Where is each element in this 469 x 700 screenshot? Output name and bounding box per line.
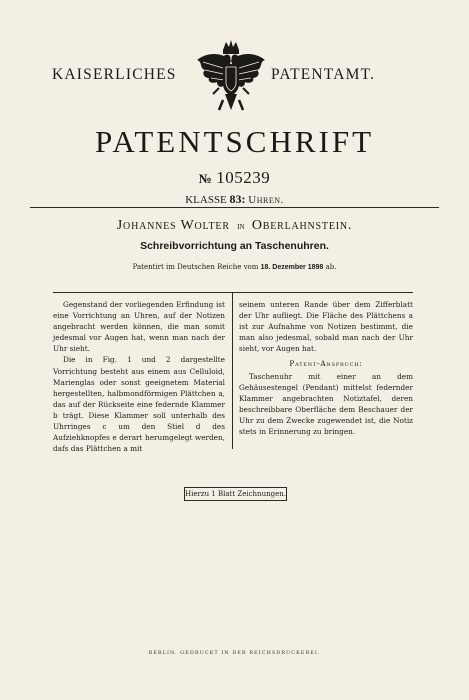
imperial-eagle-icon	[193, 38, 269, 120]
class-name: Uhren.	[248, 194, 284, 206]
class-label: KLASSE	[185, 194, 227, 206]
patent-number	[0, 168, 469, 188]
right-column	[239, 299, 413, 437]
invention-title: Schreibvorrichtung an Taschenuhren.	[140, 240, 329, 252]
inventor-place: Oberlahnstein.	[251, 218, 353, 233]
inventor-name: Johannes Wolter	[116, 218, 230, 233]
drawings-note: Hierzu 1 Blatt Zeichnungen.	[184, 487, 287, 501]
header-divider	[30, 207, 439, 208]
document-title: PATENTSCHRIFT	[94, 124, 375, 159]
claim-heading: Patent-Anspruch:	[289, 359, 363, 369]
inventor-in: in	[237, 221, 245, 232]
column-divider	[232, 292, 233, 449]
body-top-divider	[53, 292, 413, 293]
office-header	[0, 64, 469, 88]
class-number: 83:	[229, 192, 246, 206]
patent-number-value: 105239	[216, 168, 271, 187]
left-column	[53, 299, 225, 454]
patented-suffix: ab.	[325, 263, 337, 271]
patented-date: 18. Dezember 1898	[260, 264, 324, 271]
patent-class	[0, 192, 469, 207]
body-paragraph: Die in Fig. 1 und 2 dargestellte Vorrichtung besteht aus einem aus Celluloid, Marienglas oder sonst geeignetem Material hergestellten, halbmondförmigen Plättchen a, das auf der Rückseite eine federnde Klammer b trägt. Diese Klammer soll unterhalb des Uhrringes c um den Stiel d des Aufziehknopfes e derart herumgelegt werden, dafs das Plättchen a mit	[53, 355, 225, 454]
patented-prefix: Patentirt im Deutschen Reiche vom	[132, 263, 259, 271]
claim-text: Taschenuhr mit einer an dem Gehäusestengel (Pendant) mittelst federnder Klammer angebrachten Notiztafel, deren beschreibbare Oberfläche dem Beschauer der Uhr zu dem Zwecke zugewendet ist, die Notiz stets in Erinnerung zu bringen.	[239, 371, 413, 437]
office-name-right: PATENTAMT.	[271, 66, 376, 83]
inventor-line	[0, 218, 469, 234]
office-name-left: KAISERLICHES	[52, 66, 177, 83]
printer-imprint: BERLIN. GEDRUCKT IN DER REICHSDRUCKEREI.	[148, 650, 321, 656]
body-paragraph: Gegenstand der vorliegenden Erfindung ist eine Vorrichtung an Uhren, auf der Notizen angebracht werden können, die man somit jedesmal vor Augen hat, wenn man nach der Uhr sieht.	[53, 300, 225, 354]
patent-date-line	[0, 263, 469, 271]
number-sign: №	[198, 171, 213, 186]
body-paragraph: seinem unteren Rande über dem Zifferblatt der Uhr aufliegt. Die Fläche des Plättchens a ist zur Aufnahme von Notizen bestimmt, die man also jedesmal, sobald man nach der Uhr sieht, vor Augen hat.	[239, 300, 413, 354]
